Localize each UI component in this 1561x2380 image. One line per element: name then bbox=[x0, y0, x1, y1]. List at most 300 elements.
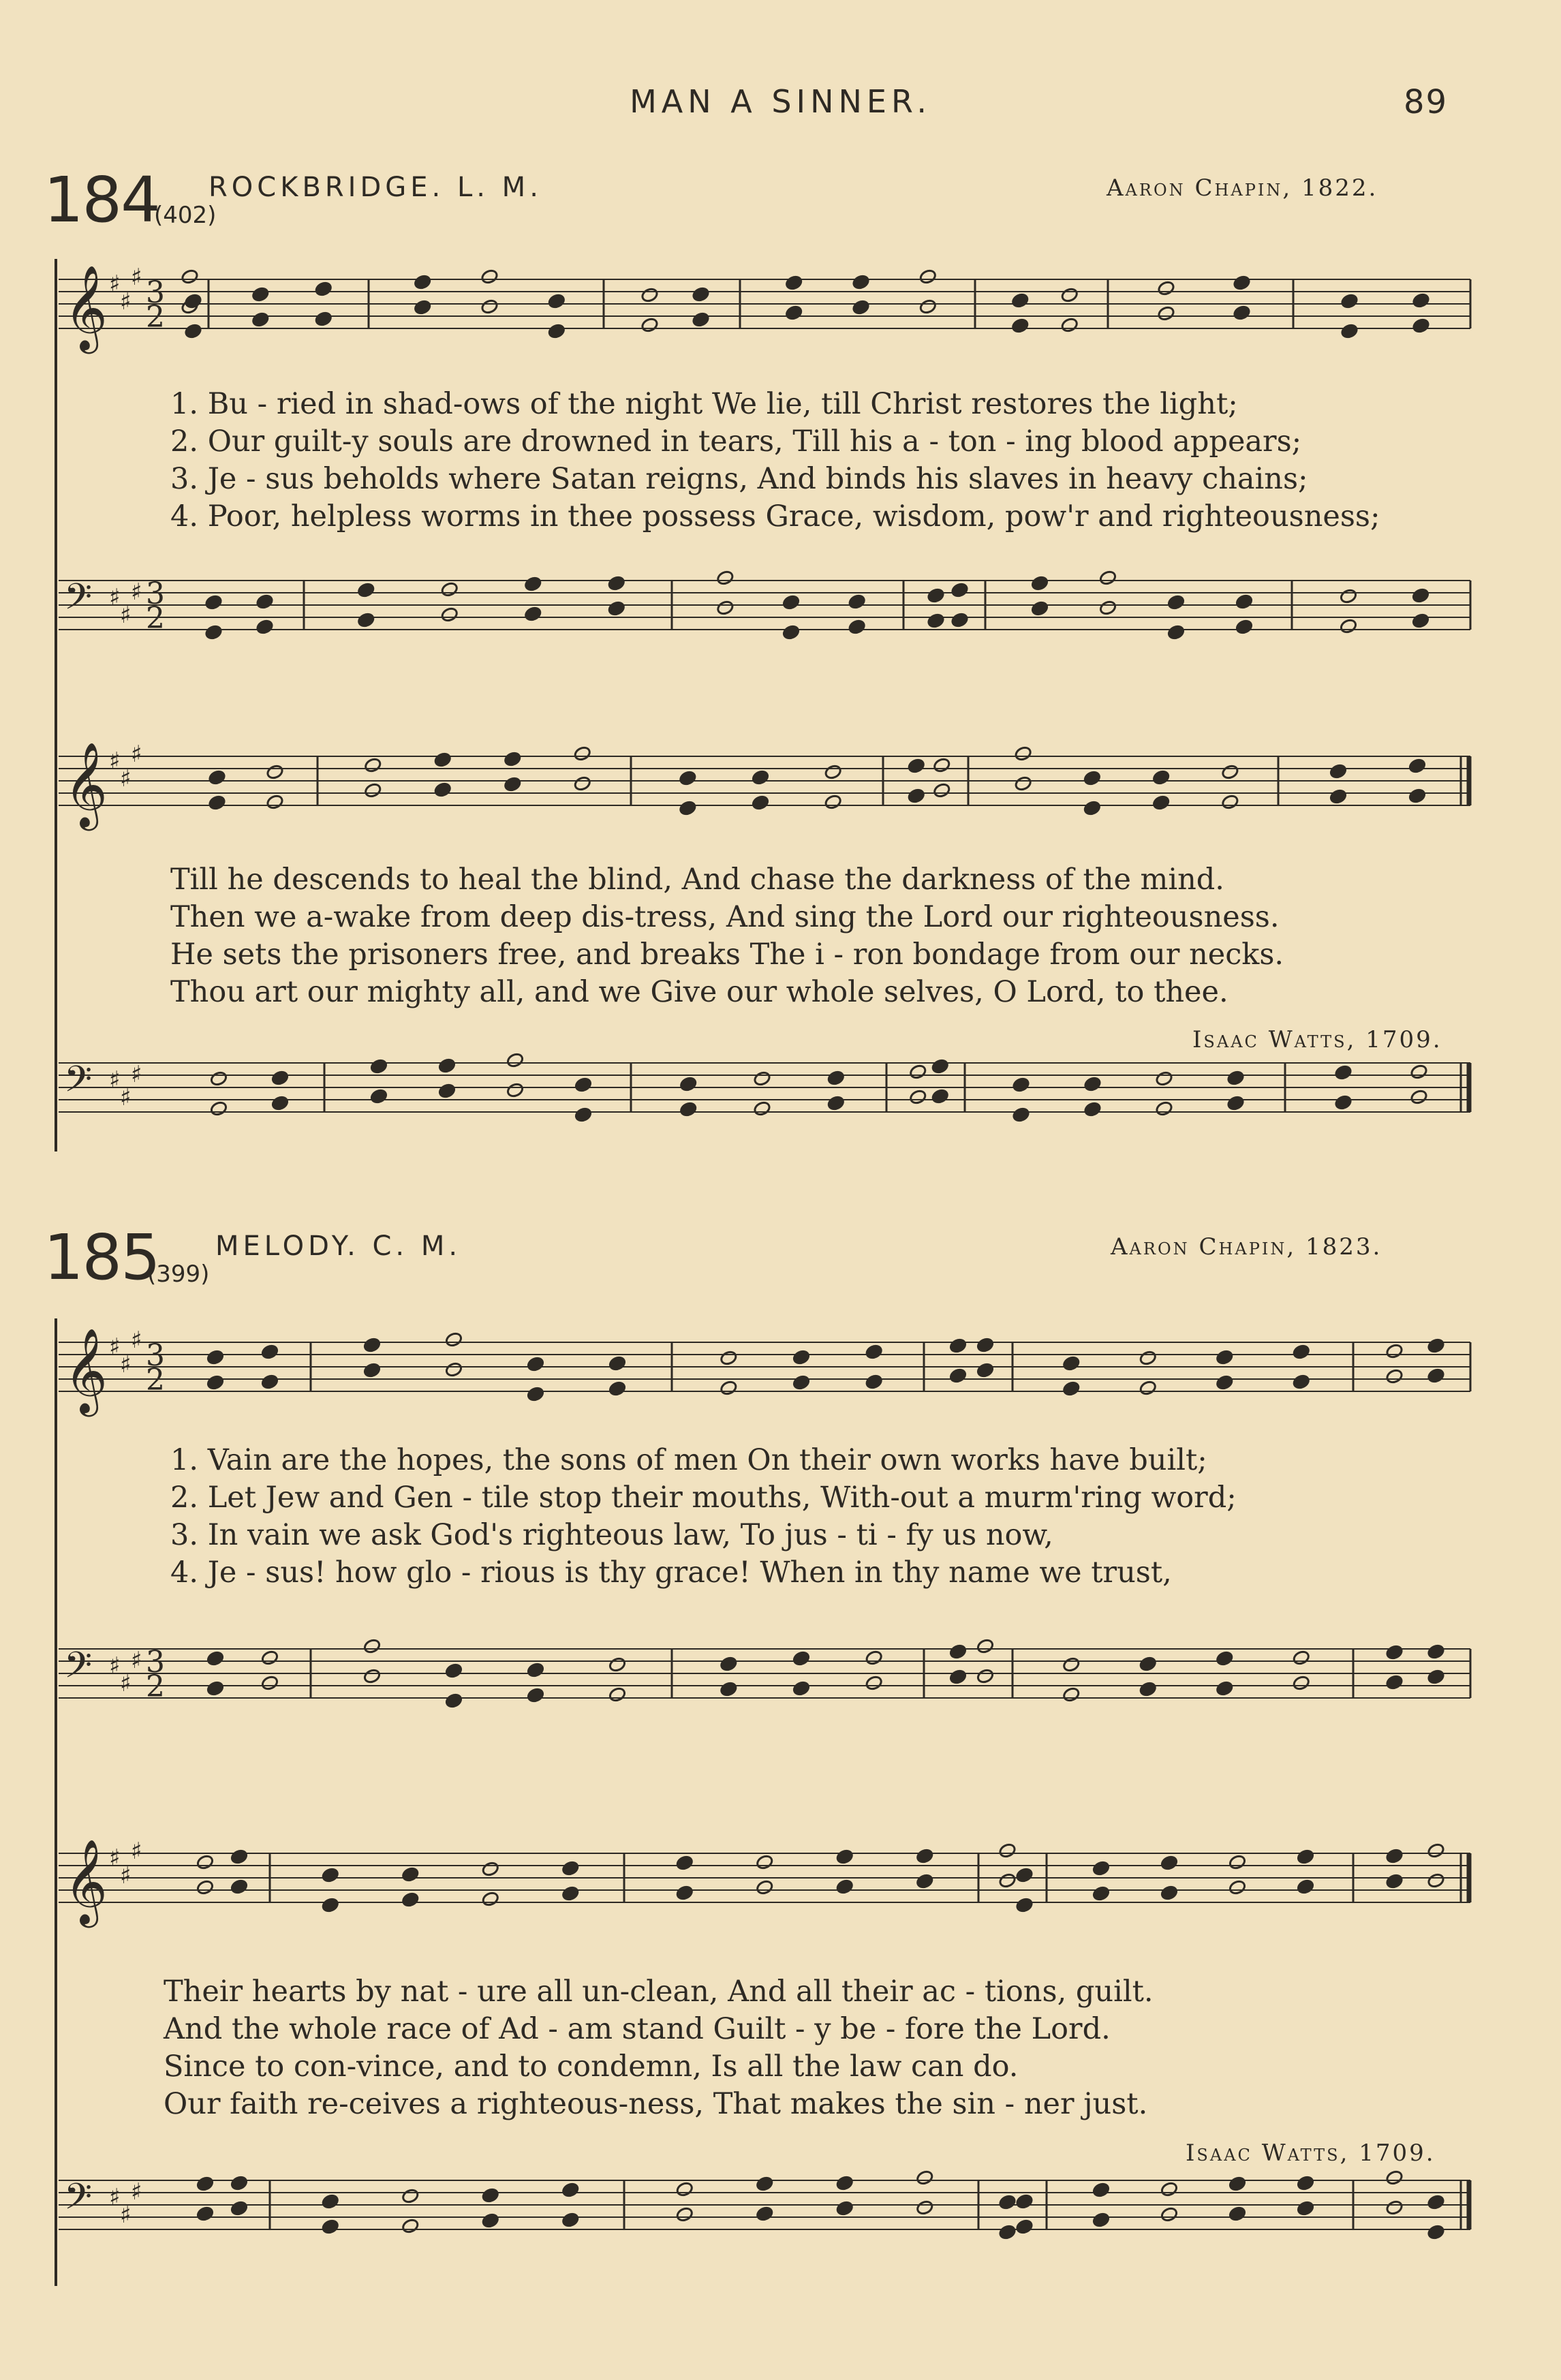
treble-clef: 𝄞 bbox=[64, 265, 108, 350]
notehead bbox=[1031, 600, 1049, 617]
notehead bbox=[756, 1879, 774, 1896]
notehead bbox=[716, 570, 735, 586]
notehead bbox=[271, 1070, 290, 1086]
notehead bbox=[1012, 1077, 1030, 1093]
notehead bbox=[949, 1367, 968, 1384]
notehead bbox=[640, 317, 659, 333]
sharp-sign: ♯ bbox=[131, 578, 142, 606]
notehead bbox=[852, 299, 870, 315]
notehead bbox=[679, 770, 697, 786]
time-signature-top: 3 bbox=[146, 1645, 165, 1680]
notehead bbox=[692, 311, 710, 328]
sharp-sign: ♯ bbox=[131, 1061, 142, 1088]
staff-lines bbox=[59, 1635, 1477, 1758]
notehead bbox=[561, 2212, 580, 2228]
notehead bbox=[998, 1872, 1017, 1889]
notehead bbox=[1385, 1343, 1404, 1359]
notehead bbox=[1340, 588, 1358, 604]
notehead bbox=[865, 1344, 883, 1360]
notehead bbox=[1152, 769, 1171, 786]
notehead bbox=[1329, 788, 1348, 805]
notehead bbox=[1157, 305, 1175, 322]
notehead bbox=[230, 1879, 249, 1895]
notehead bbox=[835, 1849, 854, 1865]
notehead bbox=[364, 757, 382, 773]
notehead bbox=[1152, 794, 1171, 811]
notehead bbox=[204, 624, 223, 640]
notehead bbox=[916, 1848, 934, 1864]
notehead bbox=[481, 1861, 499, 1877]
notehead bbox=[1012, 1107, 1030, 1123]
notehead bbox=[1427, 2224, 1445, 2240]
notehead bbox=[907, 788, 925, 804]
notehead bbox=[251, 311, 270, 328]
notehead bbox=[916, 1873, 934, 1889]
tune-name: MELODY. C. M. bbox=[215, 1231, 462, 1262]
treble-clef: 𝄞 bbox=[64, 742, 108, 827]
notehead bbox=[524, 606, 542, 622]
notehead bbox=[573, 775, 591, 792]
sharp-sign: ♯ bbox=[120, 1084, 132, 1111]
notehead bbox=[1385, 1368, 1404, 1385]
tune-name: ROCKBRIDGE. L. M. bbox=[208, 172, 542, 203]
notehead bbox=[445, 1361, 463, 1378]
lyric-line: 1. Vain are the hopes, the sons of men On their own works have built; bbox=[170, 1443, 1207, 1477]
lyric-line: 4. Je - sus! how glo - rious is thy grace! When in thy name we trust, bbox=[170, 1556, 1172, 1590]
notehead bbox=[208, 769, 226, 786]
lyric-line: 4. Poor, helpless worms in thee possess Grace, wisdom, pow'r and righteousness; bbox=[170, 499, 1380, 534]
notehead bbox=[196, 2176, 215, 2192]
notehead bbox=[1060, 317, 1079, 333]
notehead bbox=[916, 2199, 934, 2216]
notehead bbox=[927, 613, 945, 629]
notehead bbox=[414, 299, 432, 315]
notehead bbox=[524, 576, 542, 592]
notehead bbox=[1139, 1681, 1157, 1697]
notehead bbox=[1160, 2206, 1179, 2223]
notehead bbox=[1410, 1089, 1428, 1105]
notehead bbox=[314, 281, 333, 297]
notehead bbox=[230, 2200, 249, 2216]
sharp-sign: ♯ bbox=[120, 1670, 132, 1697]
notehead bbox=[1385, 1644, 1404, 1660]
notehead bbox=[608, 1656, 627, 1673]
notehead bbox=[1060, 287, 1079, 303]
notehead bbox=[1340, 323, 1359, 339]
lyric-line: 1. Bu - ried in shad-ows of the night We lie, till Christ restores the light; bbox=[170, 387, 1238, 421]
notehead bbox=[792, 1374, 811, 1391]
notehead bbox=[1235, 593, 1254, 610]
notehead bbox=[1015, 1897, 1034, 1913]
lyric-line: 2. Our guilt-y souls are drowned in tears, Till his a - ton - ing blood appears; bbox=[170, 424, 1302, 459]
notehead bbox=[1062, 1656, 1081, 1673]
notehead bbox=[679, 1076, 698, 1092]
hymn-number: 184 bbox=[44, 164, 159, 236]
notehead bbox=[865, 1650, 883, 1666]
notehead bbox=[1062, 1686, 1081, 1703]
notehead bbox=[1228, 2176, 1247, 2192]
notehead bbox=[950, 612, 969, 628]
notehead bbox=[976, 1337, 995, 1353]
notehead bbox=[1216, 1650, 1234, 1667]
notehead bbox=[206, 1650, 225, 1667]
notehead bbox=[357, 612, 375, 628]
notehead bbox=[1155, 1070, 1173, 1087]
treble-clef: 𝄞 bbox=[64, 1328, 108, 1413]
notehead bbox=[1427, 1872, 1445, 1889]
lyric-line: And the whole race of Ad - am stand Guilt - y be - fore the Lord. bbox=[164, 2012, 1111, 2046]
notehead bbox=[753, 1100, 771, 1117]
sharp-sign: ♯ bbox=[131, 1327, 142, 1354]
staff-lines bbox=[59, 743, 1477, 865]
notehead bbox=[835, 2200, 854, 2216]
notehead bbox=[1011, 292, 1030, 309]
notehead bbox=[835, 1879, 854, 1895]
notehead bbox=[998, 1842, 1017, 1859]
notehead bbox=[1167, 624, 1186, 640]
notehead bbox=[504, 776, 522, 792]
notehead bbox=[933, 757, 951, 773]
notehead bbox=[370, 1088, 388, 1104]
notehead bbox=[438, 1057, 457, 1074]
hymn-sub-number: (402) bbox=[154, 202, 217, 229]
sharp-sign: ♯ bbox=[120, 1351, 132, 1378]
notehead bbox=[271, 1095, 290, 1111]
notehead bbox=[401, 2218, 420, 2234]
notehead bbox=[1427, 1643, 1445, 1660]
notehead bbox=[433, 752, 452, 768]
notehead bbox=[640, 287, 659, 303]
notehead bbox=[266, 764, 284, 780]
notehead bbox=[363, 1362, 382, 1378]
notehead bbox=[949, 1669, 968, 1685]
staff-lines bbox=[59, 1049, 1477, 1172]
sharp-sign: ♯ bbox=[131, 741, 142, 768]
notehead bbox=[1427, 1669, 1445, 1685]
notehead bbox=[1297, 2200, 1315, 2216]
notehead bbox=[826, 1070, 845, 1086]
notehead bbox=[1011, 318, 1030, 334]
staff-lines bbox=[59, 266, 1477, 388]
notehead bbox=[1139, 1380, 1157, 1396]
notehead bbox=[1412, 292, 1430, 309]
bass-clef: 𝄢 bbox=[64, 1645, 93, 1695]
notehead bbox=[1083, 1101, 1102, 1117]
notehead bbox=[1099, 570, 1117, 586]
notehead bbox=[1226, 1070, 1245, 1086]
notehead bbox=[720, 1681, 738, 1697]
time-signature-top: 3 bbox=[146, 275, 165, 310]
notehead bbox=[608, 1686, 627, 1703]
notehead bbox=[256, 619, 274, 635]
sharp-sign: ♯ bbox=[109, 271, 121, 298]
notehead bbox=[1092, 2182, 1111, 2198]
notehead bbox=[364, 782, 382, 799]
notehead bbox=[1139, 1350, 1157, 1366]
notehead bbox=[1235, 619, 1254, 635]
notehead bbox=[1083, 770, 1102, 786]
notehead bbox=[210, 1100, 228, 1117]
notehead bbox=[1216, 1680, 1234, 1697]
notehead bbox=[909, 1064, 927, 1080]
notehead bbox=[230, 2175, 249, 2191]
notehead bbox=[1385, 1674, 1404, 1690]
notehead bbox=[976, 1362, 995, 1378]
sharp-sign: ♯ bbox=[109, 1844, 121, 1872]
notehead bbox=[720, 1380, 738, 1396]
notehead bbox=[480, 298, 499, 315]
page-number: 89 bbox=[1404, 83, 1449, 121]
notehead bbox=[720, 1656, 738, 1672]
notehead bbox=[675, 2206, 694, 2223]
author-credit: Isaac Watts, 1709. bbox=[1186, 2139, 1436, 2167]
notehead bbox=[481, 2212, 499, 2229]
notehead bbox=[720, 1350, 738, 1366]
notehead bbox=[692, 286, 710, 303]
notehead bbox=[321, 1897, 339, 1913]
sharp-sign: ♯ bbox=[120, 2201, 132, 2229]
lyric-line: Then we a-wake from deep dis-tress, And sing the Lord our righteousness. bbox=[170, 900, 1280, 934]
notehead bbox=[1297, 2175, 1315, 2191]
notehead bbox=[547, 293, 566, 309]
notehead bbox=[927, 587, 945, 604]
time-signature-bottom: 2 bbox=[146, 1363, 165, 1397]
notehead bbox=[931, 1058, 949, 1075]
sharp-sign: ♯ bbox=[109, 747, 121, 775]
notehead bbox=[1410, 1064, 1428, 1080]
notehead bbox=[782, 624, 801, 640]
notehead bbox=[573, 745, 591, 762]
sharp-sign: ♯ bbox=[109, 1652, 121, 1680]
notehead bbox=[1014, 775, 1032, 792]
notehead bbox=[547, 323, 566, 339]
notehead bbox=[1427, 1842, 1445, 1859]
notehead bbox=[363, 1337, 382, 1353]
notehead bbox=[561, 2182, 580, 2198]
notehead bbox=[1062, 1355, 1081, 1372]
notehead bbox=[261, 1650, 279, 1666]
notehead bbox=[1228, 2206, 1247, 2222]
notehead bbox=[208, 794, 226, 811]
notehead bbox=[506, 1082, 525, 1098]
notehead bbox=[1160, 1855, 1179, 1871]
staff-lines bbox=[59, 567, 1477, 690]
notehead bbox=[1157, 280, 1175, 296]
notehead bbox=[574, 1107, 593, 1123]
notehead bbox=[574, 1077, 593, 1093]
notehead bbox=[261, 1675, 279, 1691]
notehead bbox=[181, 268, 199, 285]
notehead bbox=[401, 1891, 420, 1908]
notehead bbox=[752, 769, 770, 786]
notehead bbox=[251, 286, 270, 303]
notehead bbox=[949, 1643, 968, 1660]
notehead bbox=[1427, 2194, 1445, 2210]
notehead bbox=[527, 1687, 545, 1703]
notehead bbox=[675, 2181, 694, 2197]
staff-lines bbox=[59, 1329, 1477, 1451]
sharp-sign: ♯ bbox=[109, 584, 121, 611]
sharp-sign: ♯ bbox=[109, 2184, 121, 2211]
notehead bbox=[752, 794, 770, 811]
notehead bbox=[1408, 788, 1427, 804]
notehead bbox=[1221, 764, 1239, 780]
notehead bbox=[1155, 1100, 1173, 1117]
notehead bbox=[210, 1070, 228, 1087]
notehead bbox=[261, 1374, 279, 1390]
notehead bbox=[785, 305, 803, 321]
notehead bbox=[1412, 613, 1430, 629]
notehead bbox=[445, 1663, 463, 1679]
notehead bbox=[1160, 1885, 1179, 1901]
running-title: MAN A SINNER. bbox=[630, 83, 931, 120]
sharp-sign: ♯ bbox=[131, 1838, 142, 1865]
notehead bbox=[1427, 1338, 1445, 1354]
notehead bbox=[261, 1344, 279, 1360]
notehead bbox=[792, 1650, 811, 1667]
notehead bbox=[976, 1668, 995, 1684]
notehead bbox=[1233, 305, 1251, 321]
notehead bbox=[865, 1374, 883, 1390]
notehead bbox=[824, 764, 842, 780]
notehead bbox=[230, 1849, 249, 1865]
notehead bbox=[607, 600, 625, 617]
notehead bbox=[1099, 600, 1117, 616]
notehead bbox=[1015, 1867, 1034, 1883]
notehead bbox=[679, 800, 697, 816]
notehead bbox=[907, 758, 925, 774]
notehead bbox=[196, 1854, 215, 1870]
author-credit: Isaac Watts, 1709. bbox=[1192, 1026, 1442, 1053]
notehead bbox=[1385, 1848, 1404, 1864]
notehead bbox=[1340, 618, 1358, 634]
notehead bbox=[1228, 1854, 1247, 1870]
treble-clef: 𝄞 bbox=[64, 1839, 108, 1924]
notehead bbox=[1385, 1873, 1404, 1889]
notehead bbox=[321, 2193, 339, 2210]
time-signature-top: 3 bbox=[146, 576, 165, 611]
notehead bbox=[1092, 2212, 1111, 2228]
notehead bbox=[756, 2206, 774, 2222]
notehead bbox=[931, 1088, 949, 1104]
notehead bbox=[918, 298, 937, 315]
notehead bbox=[445, 1693, 463, 1709]
notehead bbox=[414, 274, 432, 290]
notehead bbox=[481, 1891, 499, 1907]
notehead bbox=[1292, 1675, 1310, 1691]
time-signature-bottom: 2 bbox=[146, 601, 165, 636]
notehead bbox=[608, 1380, 627, 1397]
notehead bbox=[1160, 2181, 1179, 2197]
notehead bbox=[756, 1854, 774, 1870]
lyric-line: Since to con-vince, and to condemn, Is all the law can do. bbox=[164, 2050, 1019, 2084]
sharp-sign: ♯ bbox=[109, 1066, 121, 1094]
notehead bbox=[1062, 1380, 1081, 1397]
sharp-sign: ♯ bbox=[120, 1862, 132, 1889]
notehead bbox=[1226, 1095, 1245, 1111]
notehead bbox=[675, 1855, 694, 1871]
notehead bbox=[440, 606, 459, 623]
notehead bbox=[1015, 2193, 1034, 2210]
notehead bbox=[1233, 275, 1251, 291]
composer-credit: Aaron Chapin, 1823. bbox=[1111, 1233, 1382, 1261]
notehead bbox=[506, 1052, 525, 1068]
sharp-sign: ♯ bbox=[120, 765, 132, 792]
bass-clef: 𝄢 bbox=[64, 576, 93, 627]
notehead bbox=[363, 1638, 382, 1654]
notehead bbox=[1385, 2169, 1404, 2186]
notehead bbox=[438, 1083, 457, 1099]
notehead bbox=[716, 600, 735, 616]
notehead bbox=[184, 293, 202, 309]
time-signature-top: 3 bbox=[146, 1338, 165, 1373]
notehead bbox=[607, 575, 625, 591]
notehead bbox=[1083, 800, 1102, 816]
notehead bbox=[852, 274, 870, 290]
notehead bbox=[1167, 594, 1186, 611]
notehead bbox=[785, 275, 803, 291]
notehead bbox=[1092, 1885, 1111, 1902]
notehead bbox=[1292, 1344, 1310, 1360]
sharp-sign: ♯ bbox=[120, 602, 132, 629]
sharp-sign: ♯ bbox=[131, 264, 142, 291]
sharp-sign: ♯ bbox=[131, 2178, 142, 2206]
notehead bbox=[1297, 1879, 1315, 1895]
notehead bbox=[440, 581, 459, 598]
composer-credit: Aaron Chapin, 1822. bbox=[1107, 174, 1378, 202]
lyric-line: Our faith re-ceives a righteous-ness, That makes the sin - ner just. bbox=[164, 2087, 1148, 2121]
notehead bbox=[976, 1638, 995, 1654]
notehead bbox=[1297, 1849, 1315, 1865]
lyric-line: He sets the prisoners free, and breaks The i - ron bondage from our necks. bbox=[170, 938, 1284, 972]
notehead bbox=[916, 2169, 934, 2186]
notehead bbox=[481, 2187, 499, 2204]
notehead bbox=[1427, 1367, 1445, 1384]
notehead bbox=[1334, 1094, 1353, 1111]
notehead bbox=[527, 1662, 545, 1678]
notehead bbox=[1015, 2219, 1034, 2235]
system-brace bbox=[55, 1318, 57, 2286]
notehead bbox=[561, 1885, 580, 1902]
notehead bbox=[504, 751, 522, 767]
hymn-number: 185 bbox=[44, 1221, 159, 1294]
hymn-sub-number: (399) bbox=[147, 1261, 210, 1288]
staff-lines bbox=[59, 1840, 1477, 1962]
system-brace bbox=[55, 259, 57, 1152]
notehead bbox=[1221, 794, 1239, 810]
notehead bbox=[675, 1885, 694, 1901]
notehead bbox=[1385, 2199, 1404, 2216]
notehead bbox=[835, 2175, 854, 2191]
notehead bbox=[445, 1331, 463, 1348]
notehead bbox=[679, 1101, 698, 1117]
bass-clef: 𝄢 bbox=[64, 1059, 93, 1109]
notehead bbox=[433, 782, 452, 798]
notehead bbox=[363, 1668, 382, 1684]
notehead bbox=[1334, 1064, 1353, 1081]
notehead bbox=[933, 782, 951, 799]
notehead bbox=[792, 1349, 811, 1365]
notehead bbox=[1292, 1650, 1310, 1666]
notehead bbox=[196, 2206, 215, 2222]
notehead bbox=[782, 594, 801, 611]
notehead bbox=[196, 1879, 215, 1896]
lyric-line: Till he descends to heal the blind, And chase the darkness of the mind. bbox=[170, 863, 1224, 897]
notehead bbox=[950, 582, 969, 598]
notehead bbox=[206, 1349, 225, 1365]
notehead bbox=[792, 1680, 811, 1697]
notehead bbox=[1412, 318, 1430, 334]
